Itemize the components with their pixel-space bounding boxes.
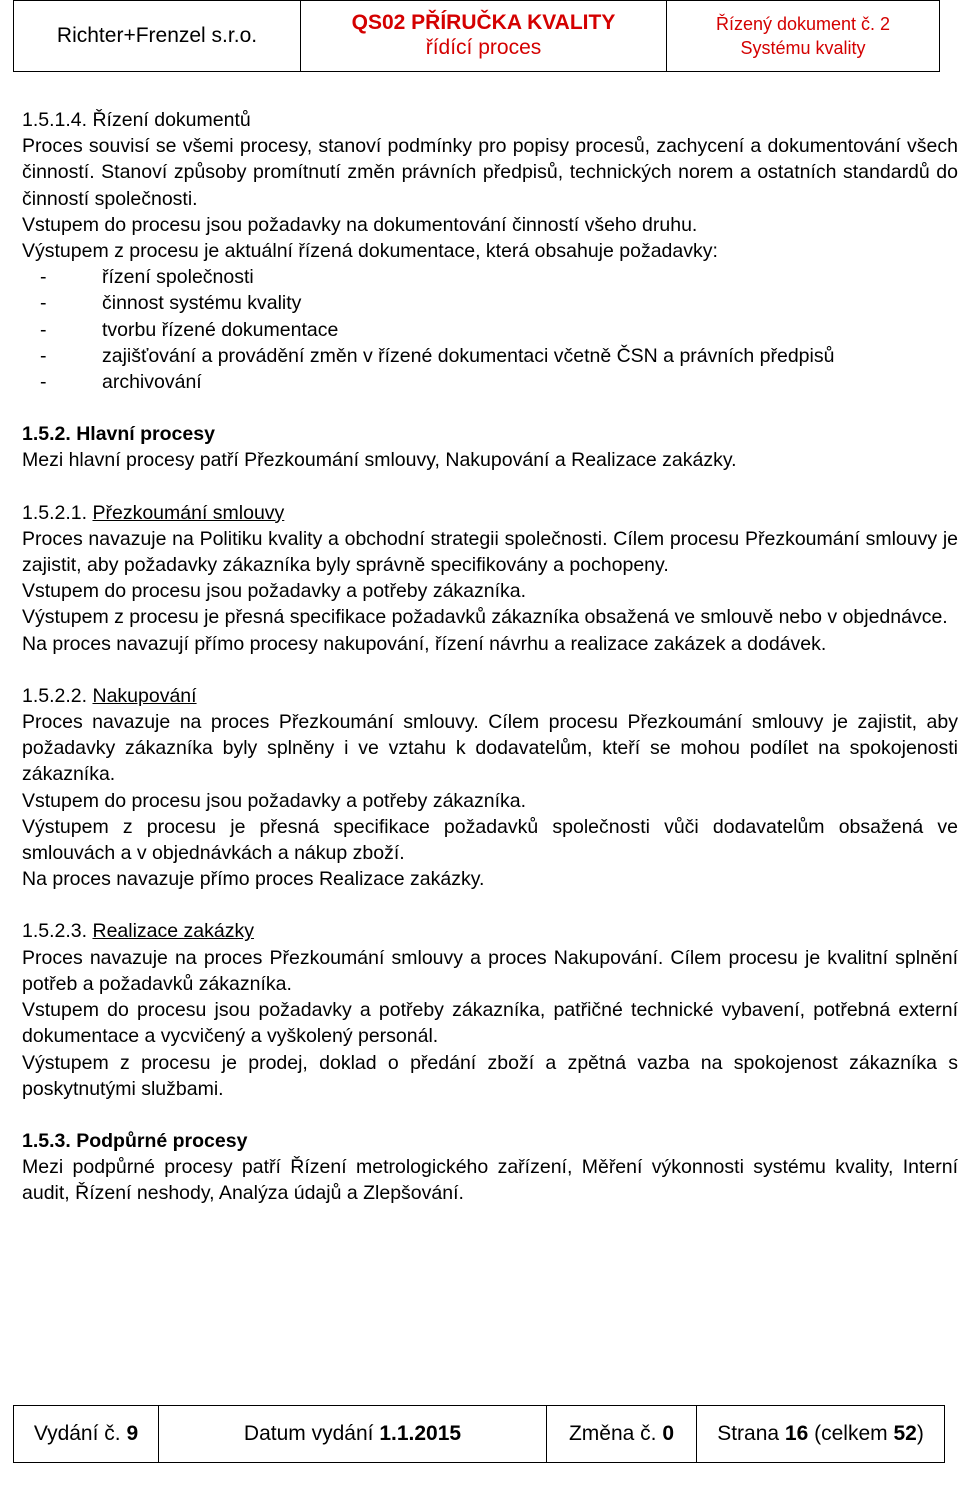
page-value: 16: [784, 1422, 809, 1445]
section-heading-1521: [22, 500, 958, 526]
section-number: 1.5.2.1.: [22, 501, 88, 524]
issue-date-cell: [159, 1406, 547, 1462]
section-heading-153: 1.5.3. Podpůrné procesy: [22, 1129, 248, 1152]
company-name-cell: [14, 1, 301, 71]
edition-cell: [14, 1406, 159, 1462]
controlled-document-sub: Systému kvality: [740, 38, 866, 58]
section-heading-152: 1.5.2. Hlavní procesy: [22, 423, 215, 446]
list-item: - zajišťování a provádění změn v řízené dokumentaci včetně ČSN a právních předpisů: [22, 343, 958, 369]
change-label: Změna č.: [568, 1422, 663, 1445]
list-item: - činnost systému kvality: [22, 290, 958, 316]
paragraph: Proces navazuje na Politiku kvality a obchodní strategii společnosti. Cílem procesu Přezkoumání smlouvy je zajistit, aby požadavky zákazníka byly správně specifikovány a pochopeny.: [22, 527, 958, 577]
section-title: Nakupování: [92, 684, 197, 707]
section-title: Přezkoumání smlouvy: [92, 501, 285, 524]
total-close: ): [916, 1422, 924, 1445]
paragraph: Proces souvisí se všemi procesy, stanoví podmínky pro popisy procesů, zachycení a dokumentování všech činností. Stanoví způsoby promítnutí změn právních předpisů, technických norem a ostatních standardů do činností společnosti.: [22, 135, 958, 210]
paragraph: Výstupem z procesu je aktuální řízená dokumentace, která obsahuje požadavky:: [22, 240, 718, 263]
paragraph: Mezi hlavní procesy patří Přezkoumání smlouvy, Nakupování a Realizace zakázky.: [22, 449, 737, 472]
paragraph: Proces navazuje na proces Přezkoumání smlouvy. Cílem procesu Přezkoumání smlouvy je zajistit, aby požadavky zákazníka byly splněny i ve vztahu k dodavatelům, kteří se mohou podílet na spokojenosti zákazníka.: [22, 711, 958, 786]
paragraph: Vstupem do procesu jsou požadavky a potřeby zákazníka.: [22, 789, 527, 812]
change-value: 0: [662, 1422, 675, 1445]
company-name: Richter+Frenzel s.r.o.: [56, 24, 258, 47]
page-number-cell: [697, 1406, 944, 1462]
page-header: [13, 0, 940, 72]
paragraph: Vstupem do procesu jsou požadavky na dokumentování činností všeho druhu.: [22, 213, 698, 236]
section-heading-1522: [22, 683, 958, 709]
paragraph: Vstupem do procesu jsou požadavky a potřeby zákazníka.: [22, 580, 527, 603]
section-number: 1.5.2.2.: [22, 684, 88, 707]
edition-label: Vydání č.: [33, 1422, 127, 1445]
paragraph: Výstupem z procesu je prodej, doklad o předání zboží a zpětná vazba na spokojenost zákazníka s poskytnutými službami.: [22, 1051, 958, 1100]
paragraph: Na proces navazují přímo procesy nakupování, řízení návrhu a realizace zakázek a dodávek.: [22, 632, 827, 655]
document-subtitle: řídící proces: [425, 36, 542, 59]
document-body: [22, 107, 958, 1207]
section-heading-1523: [22, 918, 958, 944]
document-title: QS02 PŘÍRUČKA KVALITY: [351, 11, 616, 34]
section-number: 1.5.2.3.: [22, 920, 88, 943]
requirements-list: [22, 264, 958, 395]
page-footer: [13, 1405, 945, 1463]
list-item: - řízení společnosti: [22, 264, 958, 290]
change-cell: [547, 1406, 697, 1462]
edition-value: 9: [126, 1422, 139, 1445]
section-title: Realizace zakázky: [92, 920, 254, 943]
paragraph: Proces navazuje na proces Přezkoumání smlouvy a proces Nakupování. Cílem procesu je kvalitní splnění potřeb a požadavků zákazníka.: [22, 946, 958, 995]
page-label: Strana: [717, 1422, 785, 1445]
list-item: - tvorbu řízené dokumentace: [22, 317, 958, 343]
document-title-cell: [301, 1, 667, 71]
total-value: 52: [893, 1422, 917, 1445]
controlled-document-label: Řízený dokument č. 2: [715, 14, 891, 34]
paragraph: Mezi podpůrné procesy patří Řízení metrologického zařízení, Měření výkonnosti systému kvality, Interní audit, Řízení neshody, Analýza údajů a Zlepšování.: [22, 1156, 958, 1205]
list-item: - archivování: [22, 369, 958, 395]
paragraph: Výstupem z procesu je přesná specifikace požadavků společnosti vůči dodavatelům obsažená ve smlouvách a v objednávkách a nákup zboží.: [22, 815, 958, 865]
paragraph: Vstupem do procesu jsou požadavky a potřeby zákazníka, patřičné technické vybavení, potřebná externí dokumentace a vycvičený a vyškolený personál.: [22, 999, 958, 1048]
paragraph: Na proces navazuje přímo proces Realizace zakázky.: [22, 868, 485, 891]
total-label: (celkem: [808, 1422, 894, 1445]
issue-date-value: 1.1.2015: [379, 1422, 462, 1445]
issue-date-label: Datum vydání: [243, 1422, 380, 1445]
paragraph: Výstupem z procesu je přesná specifikace požadavků zákazníka obsažená ve smlouvě nebo v objednávce.: [22, 606, 948, 629]
controlled-document-cell: [667, 1, 939, 71]
section-heading-1514: 1.5.1.4. Řízení dokumentů: [22, 109, 251, 131]
